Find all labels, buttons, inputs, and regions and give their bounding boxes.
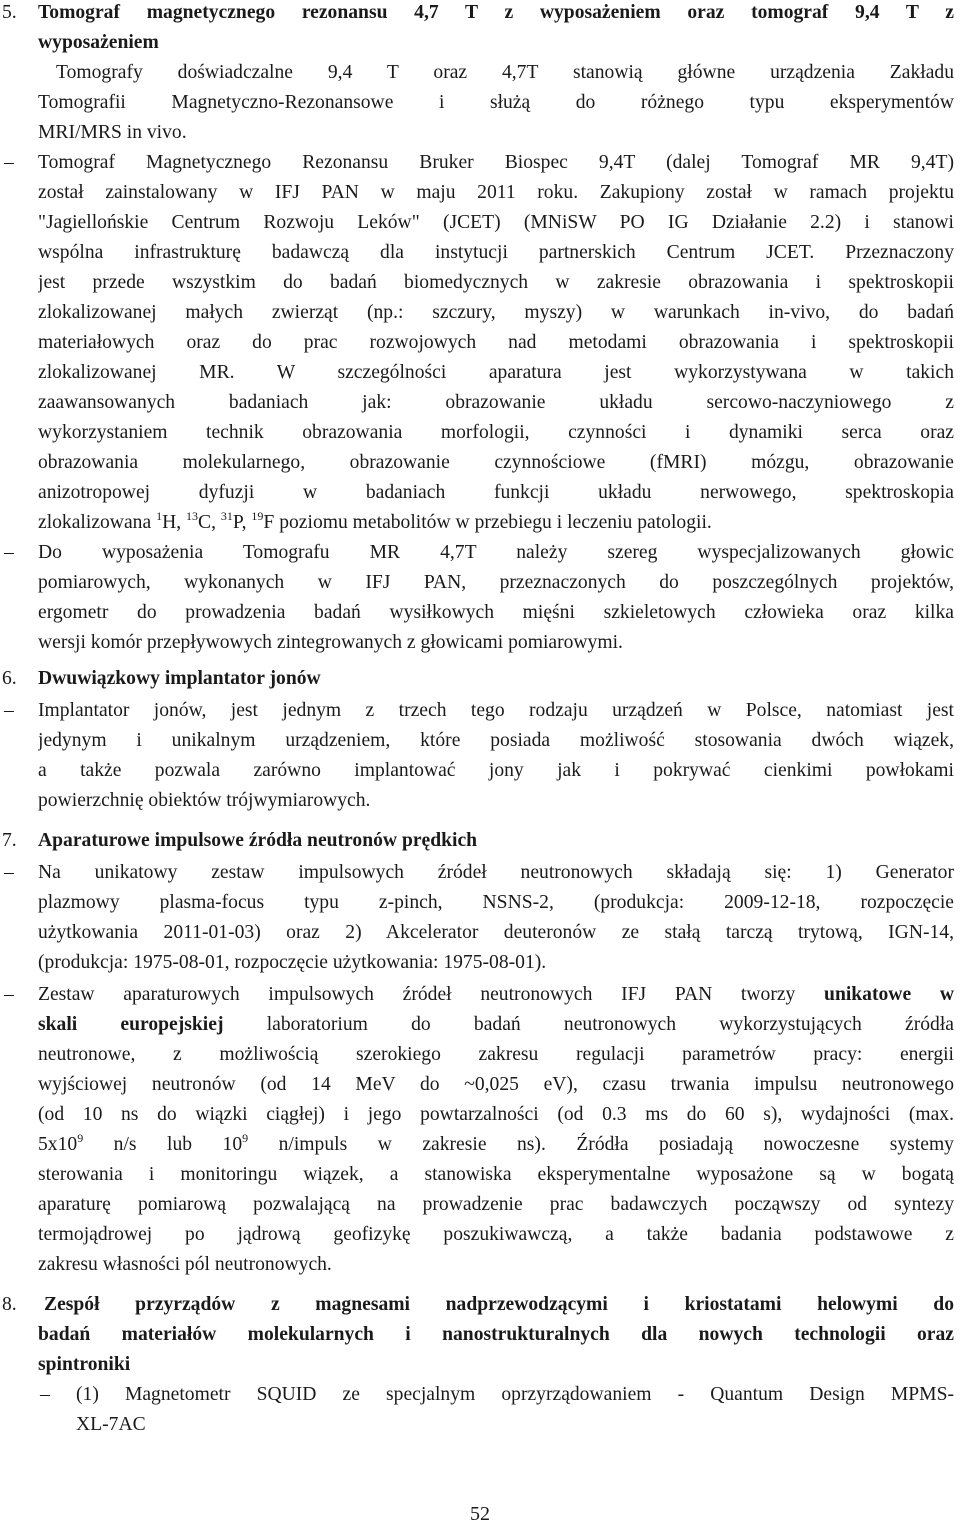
paragraph-line: anizotropowej dyfuzji w badaniach funkcji układu nerwowego, spektroskopia	[38, 482, 954, 503]
paragraph-line: "Jagiellońskie Centrum Rozwoju Leków" (JCET) (MNiSW PO IG Działanie 2.2) i stanowi	[38, 212, 954, 233]
paragraph-line: powierzchnię obiektów trójwymiarowych.	[38, 790, 371, 811]
section-title: Aparaturowe impulsowe źródła neutronów prędkich	[38, 830, 478, 851]
paragraph-line: (od 10 ns do wiązki ciągłej) i jego powtarzalności (od 0.3 ms do 60 s), wydajności (max.	[38, 1104, 954, 1125]
section-5-heading-cont	[0, 28, 960, 58]
paragraph-line: XL-7AC	[76, 1414, 146, 1435]
paragraph-line: zakresu własności pól neutronowych.	[38, 1254, 332, 1275]
paragraph-line: ergometr do prowadzenia badań wysiłkowych mięśni szkieletowych człowieka oraz kilka	[38, 602, 954, 623]
section-title: Tomograf magnetycznego rezonansu 4,7 T z wyposażeniem oraz tomograf 9,4 T z	[38, 2, 954, 23]
dash-bullet: –	[40, 1384, 50, 1405]
list-item: – Do wyposażenia Tomografu MR 4,7T należy szereg wyspecjalizowanych głowic	[0, 538, 960, 568]
dash-bullet: –	[4, 984, 14, 1005]
paragraph-line: materiałowych oraz do prac rozwojowych nad metodami obrazowania i spektroskopii	[38, 332, 954, 353]
list-item: – Zestaw aparaturowych impulsowych źródeł neutronowych IFJ PAN tworzy unikatowe w	[0, 980, 960, 1010]
paragraph-line: obrazowania molekularnego, obrazowanie czynnościowe (fMRI) mózgu, obrazowanie	[38, 452, 954, 473]
paragraph-line: termojądrowej po jądrową geofizykę poszukiwawczą, a także badania podstawowe z	[38, 1224, 954, 1245]
list-item: – (1) Magnetometr SQUID ze specjalnym oprzyrządowaniem - Quantum Design MPMS-	[0, 1380, 960, 1410]
section-number: 6.	[2, 668, 17, 689]
paragraph-line: (produkcja: 1975-08-01, rozpoczęcie użytkowania: 1975-08-01).	[38, 952, 547, 973]
section-title: spintroniki	[38, 1354, 131, 1375]
dash-bullet: –	[4, 542, 14, 563]
paragraph-line: wspólna infrastrukturę badawczą dla instytucji partnerskich Centrum JCET. Przeznaczony	[38, 242, 954, 263]
dash-bullet: –	[4, 700, 14, 721]
dash-bullet: –	[4, 862, 14, 883]
paragraph-line: aparaturę pomiarową pozwalającą na prowadzenie prac badawczych począwszy od syntezy	[38, 1194, 954, 1215]
paragraph-line: wyjściowej neutronów (od 14 MeV do ~0,025 eV), czasu trwania impulsu neutronowego	[38, 1074, 954, 1095]
paragraph-line: jedynym i unikalnym urządzeniem, które posiada możliwość stosowania dwóch wiązek,	[38, 730, 954, 751]
paragraph-line: sterowania i monitoringu wiązek, a stanowiska eksperymentalne wyposażone są w bogatą	[38, 1164, 954, 1185]
paragraph-line: jest przede wszystkim do badań biomedycznych w zakresie obrazowania i spektroskopii	[38, 272, 954, 293]
list-item: – Implantator jonów, jest jednym z trzech tego rodzaju urządzeń w Polsce, natomiast jest	[0, 696, 960, 726]
section-title: Zespół przyrządów z magnesami nadprzewodzącymi i kriostatami helowymi do	[44, 1294, 954, 1315]
paragraph-line: wykorzystaniem technik obrazowania morfologii, czynności i dynamiki serca oraz	[38, 422, 954, 443]
paragraph-line: Tomografii Magnetyczno-Rezonansowe i służą do różnego typu eksperymentów	[38, 92, 954, 113]
section-number: 5.	[2, 2, 17, 23]
paragraph-line: MRI/MRS in vivo.	[38, 122, 187, 143]
paragraph-line: $5x10^9$ n/s lub $10^9$ n/impuls w zakresie ns). Źródła posiadają nowoczesne systemy	[38, 1131, 954, 1155]
list-item: – Tomograf Magnetycznego Rezonansu Bruker Biospec 9,4T (dalej Tomograf MR 9,4T)	[0, 148, 960, 178]
section-number: 8.	[2, 1294, 17, 1315]
paragraph-line: został zainstalowany w IFJ PAN w maju 2011 roku. Zakupiony został w ramach projektu	[38, 182, 954, 203]
list-item: – Na unikatowy zestaw impulsowych źródeł neutronowych składają się: 1) Generator	[0, 858, 960, 888]
dash-bullet: –	[4, 152, 14, 173]
paragraph-line: a także pozwala zarówno implantować jony jak i pokrywać cienkimi powłokami	[38, 760, 954, 781]
paragraph-line: zaawansowanych badaniach jak: obrazowanie układu sercowo-naczyniowego z	[38, 392, 954, 413]
section-8-heading	[0, 1290, 960, 1320]
section-title: badań materiałów molekularnych i nanostrukturalnych dla nowych technologii oraz	[38, 1324, 954, 1345]
section-number: 7.	[2, 830, 17, 851]
section-title: wyposażeniem	[38, 32, 159, 53]
paragraph-line: plazmowy plasma-focus typu z-pinch, NSNS-2, (produkcja: 2009-12-18, rozpoczęcie	[38, 892, 954, 913]
paragraph-line: zlokalizowanej małych zwierząt (np.: szczury, myszy) w warunkach in-vivo, do badań	[38, 302, 954, 323]
paragraph-line: zlokalizowana $^1$H, $^{13}$C, $^{31}$P, $^{19}$F poziomu metabolitów w przebiegu i leczeniu patologii.	[38, 509, 712, 533]
paragraph-line: neutronowe, z możliwością szerokiego zakresu regulacji parametrów pracy: energii	[38, 1044, 954, 1065]
paragraph-line: użytkowania 2011-01-03) oraz 2) Akcelerator deuteronów ze stałą tarczą trytową, IGN-14,	[38, 922, 954, 943]
section-5-heading	[0, 0, 960, 28]
paragraph-line: wersji komór przepływowych zintegrowanych z głowicami pomiarowymi.	[38, 632, 623, 653]
section-6-heading	[0, 664, 960, 694]
paragraph-line: zlokalizowanej MR. W szczególności aparatura jest wykorzystywana w takich	[38, 362, 954, 383]
section-title: Dwuwiązkowy implantator jonów	[38, 668, 321, 689]
section-7-heading	[0, 826, 960, 856]
paragraph-line: Tomografy doświadczalne 9,4 T oraz 4,7T stanowią główne urządzenia Zakładu	[56, 62, 954, 83]
paragraph-line: pomiarowych, wykonanych w IFJ PAN, przeznaczonych do poszczególnych projektów,	[38, 572, 954, 593]
paragraph-line: skali europejskiej laboratorium do badań neutronowych wykorzystujących źródła	[38, 1014, 954, 1035]
page-number: 52	[470, 1503, 490, 1525]
